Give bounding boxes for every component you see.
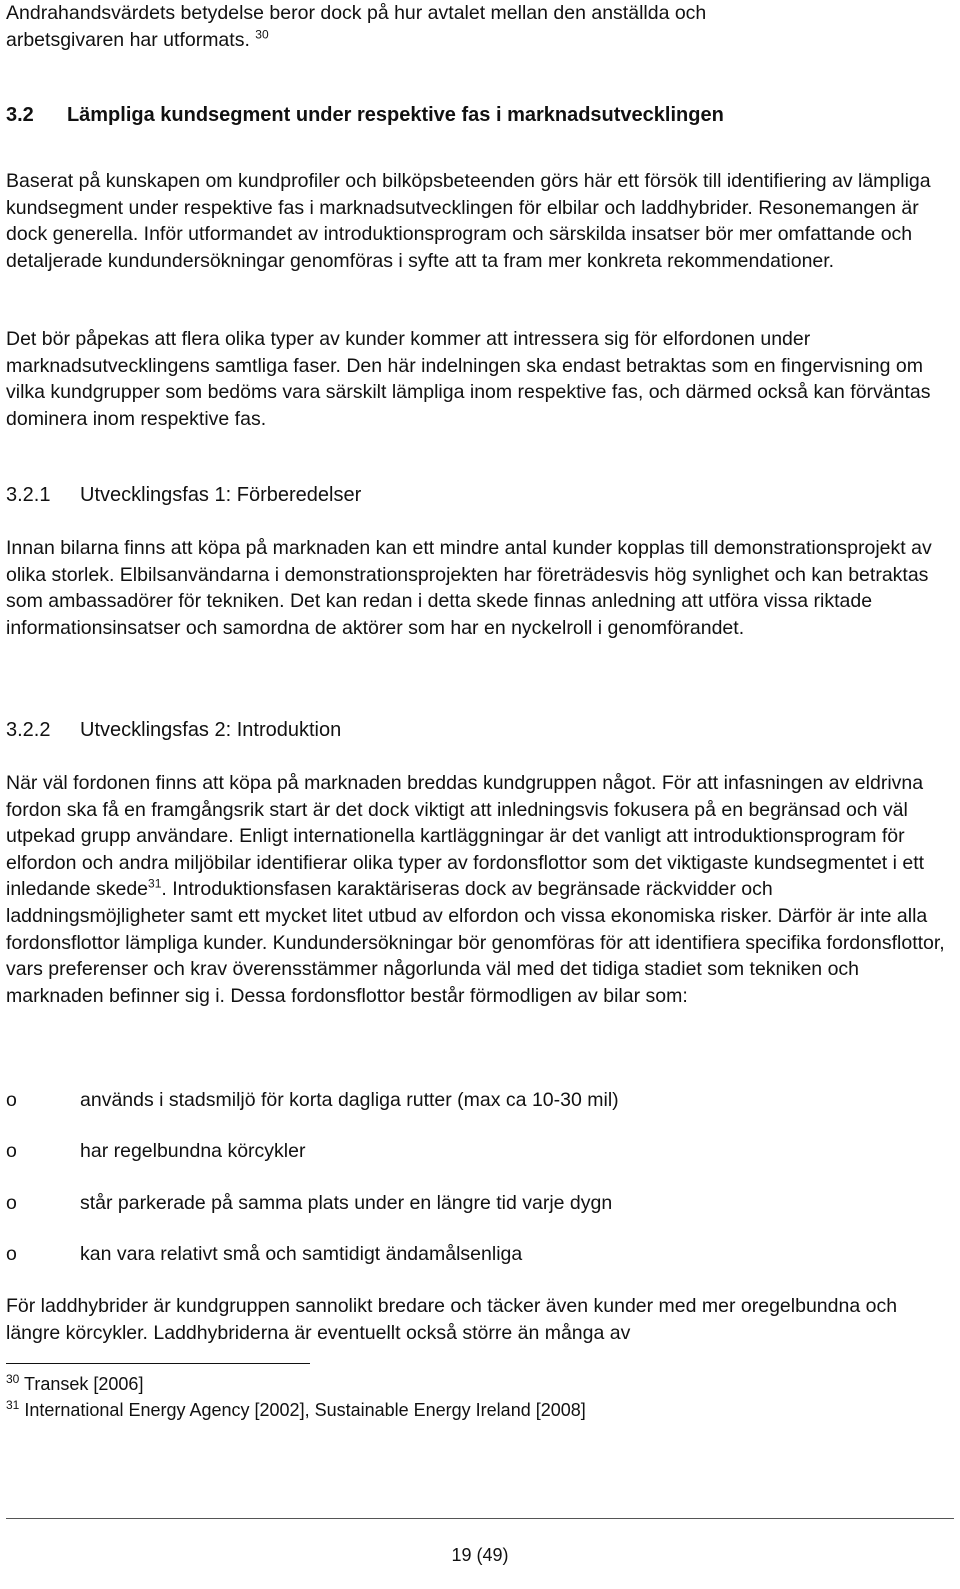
footnote-number: 30 bbox=[6, 1372, 20, 1386]
list-item bbox=[6, 1190, 612, 1216]
intro-line-2: arbetsgivaren har utformats. bbox=[6, 28, 250, 51]
list-item bbox=[6, 1241, 522, 1267]
page-number: 19 (49) bbox=[451, 1545, 509, 1565]
list-item bbox=[6, 1138, 305, 1164]
subsection-3-2-2-paragraph bbox=[6, 770, 952, 1009]
footnote-text: Transek [2006] bbox=[24, 1374, 144, 1394]
bullet-marker: o bbox=[6, 1192, 17, 1214]
list-item-text: kan vara relativt små och samtidigt ändamålsenliga bbox=[80, 1243, 523, 1265]
subsection-number: 3.2.2 bbox=[6, 719, 51, 741]
bullet-marker: o bbox=[6, 1243, 17, 1265]
subsection-title: Utvecklingsfas 2: Introduktion bbox=[80, 719, 342, 741]
section-heading-3-2 bbox=[6, 102, 952, 129]
paragraph-text-after-ref: . Introduktionsfasen karaktäriseras dock av begränsade räckvidder och laddningsmöjligheter samt ett mycket litet utbud av elfordon och vissa ekonomiska risker. Därför är inte alla fordonsflottor lämpliga kunder. Kundundersökningar bör genomföras för att identifiera specifika fordonsflottor, vars preferenser och krav överensstämmer någorlunda väl med det tidiga stadiet som tekniken och marknaden befinner sig i. Dessa fordonsflottor består förmodligen av bilar som: bbox=[6, 878, 945, 1007]
footnote-31 bbox=[6, 1399, 586, 1421]
section-title: Lämpliga kundsegment under respektive fas i marknadsutvecklingen bbox=[66, 104, 724, 126]
footnote-30 bbox=[6, 1373, 143, 1395]
list-item bbox=[6, 1087, 619, 1113]
subsection-number: 3.2.1 bbox=[6, 484, 51, 506]
subsection-heading-3-2-2 bbox=[6, 717, 341, 743]
closing-paragraph: För laddhybrider är kundgruppen sannolikt bredare och täcker även kunder med mer oregelbundna och längre körcykler. Laddhybriderna är eventuellt också större än många av bbox=[6, 1295, 898, 1344]
paragraph-text-before-ref: När väl fordonen finns att köpa på marknaden breddas kundgruppen något. För att infasningen av eldrivna fordon ska få en framgångsrik start är det dock viktigt att inledningsvis fokusera på en begränsad och väl utpekad grupp användare. Enligt internationella kartläggningar är det vanligt att introduktionsprogram för elfordon och andra miljöbilar identifierar olika typer av fordonsflottor som det viktigaste kundsegmentet i ett inledande skede bbox=[6, 772, 925, 901]
footnote-number: 31 bbox=[6, 1398, 20, 1412]
footnote-separator bbox=[6, 1363, 310, 1364]
intro-paragraph bbox=[6, 0, 952, 53]
footer-rule bbox=[6, 1518, 954, 1519]
bullet-marker: o bbox=[6, 1089, 17, 1111]
list-item-text: har regelbundna körcykler bbox=[80, 1140, 306, 1162]
footnote-ref-30[interactable]: 30 bbox=[255, 27, 269, 42]
section-number: 3.2 bbox=[6, 104, 34, 126]
footnote-text: International Energy Agency [2002], Sustainable Energy Ireland [2008] bbox=[24, 1400, 586, 1420]
section-3-2-paragraph-2: Det bör påpekas att flera olika typer av kunder kommer att intressera sig för elfordonen under marknadsutvecklingens samtliga faser. Den här indelningen ska endast betraktas som en fingervisning om vilka kundgrupper som bedöms vara särskilt lämpliga inom respektive fas, och därmed också kan förväntas dominera inom respektive fas. bbox=[6, 328, 931, 430]
footnote-ref-31[interactable]: 31 bbox=[148, 876, 162, 891]
subsection-title: Utvecklingsfas 1: Förberedelser bbox=[80, 484, 362, 506]
section-3-2-paragraph-1: Baserat på kunskapen om kundprofiler och bilköpsbeteenden görs här ett försök till identifiering av lämpliga kundsegment under respektive fas i marknadsutvecklingen för elbilar och laddhybrider. Resonemangen är dock generella. Inför utformandet av introduktionsprogram och särskilda insatser bör mer omfattande och detaljerade kundundersökningar genomföras i syfte att ta fram mer konkreta rekommendationer. bbox=[6, 170, 931, 272]
subsection-heading-3-2-1 bbox=[6, 482, 361, 508]
list-item-text: används i stadsmiljö för korta dagliga rutter (max ca 10-30 mil) bbox=[80, 1089, 619, 1111]
intro-line-1: Andrahandsvärdets betydelse beror dock på hur avtalet mellan den anställda och bbox=[6, 2, 707, 24]
bullet-marker: o bbox=[6, 1140, 17, 1162]
subsection-3-2-1-paragraph: Innan bilarna finns att köpa på marknaden kan ett mindre antal kunder kopplas till demonstrationsprojekt av olika storlek. Elbilsanvändarna i demonstrationsprojekten har företrädesvis hög synlighet och kan betraktas som ambassadörer för tekniken. Det kan redan i detta skede finnas anledning att utföra vissa riktade informationsinsatser och samordna de aktörer som har en nyckelroll i genomförandet. bbox=[6, 537, 932, 639]
list-item-text: står parkerade på samma plats under en längre tid varje dygn bbox=[80, 1192, 613, 1214]
